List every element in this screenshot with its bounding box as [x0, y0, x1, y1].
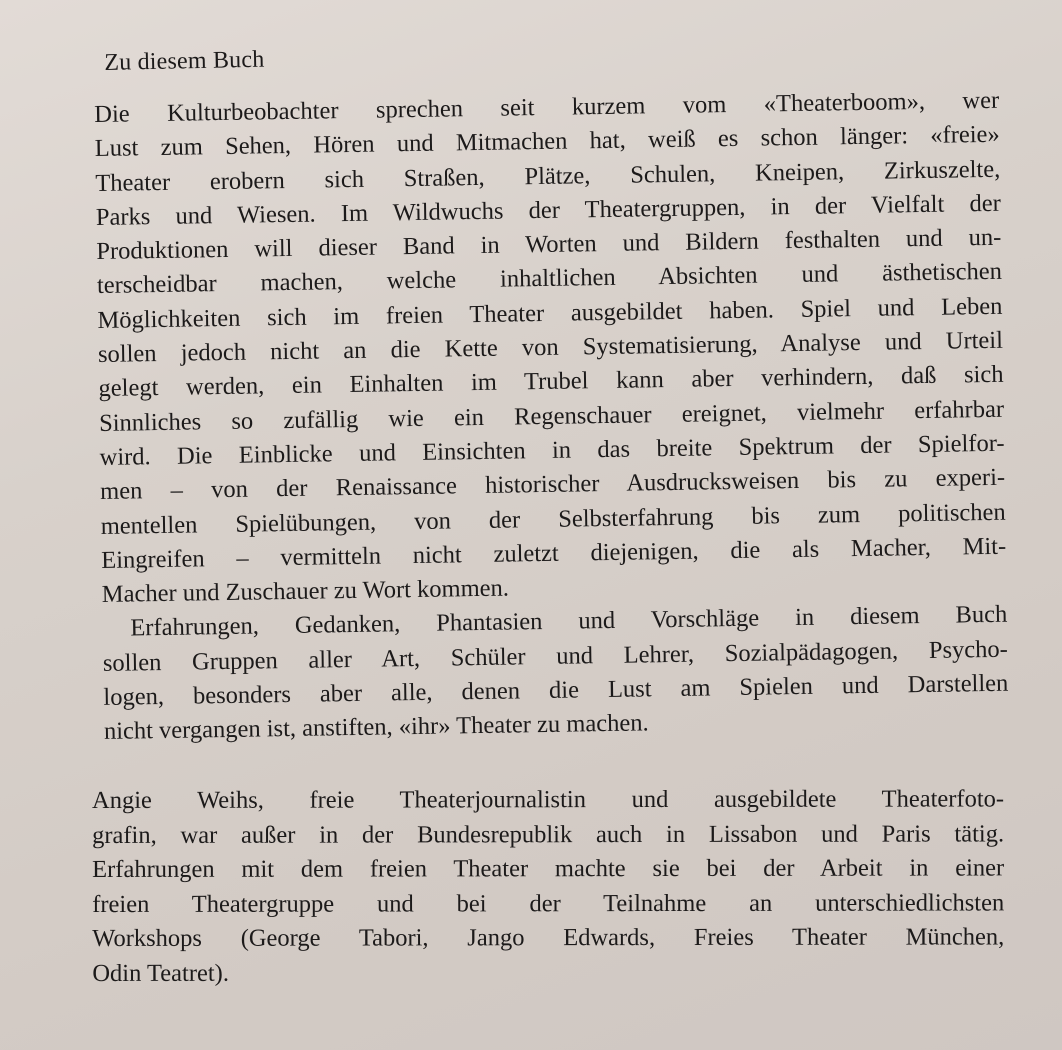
paragraph-intro [94, 84, 1007, 613]
text-line: Erfahrungen mit dem freien Theater machte sie bei der Arbeit in einer [92, 854, 1005, 883]
text-line: Angie Weihs, freie Theaterjournalistin und ausgebildete Theaterfoto- [92, 785, 1005, 814]
text-line: Parks und Wiesen. Im Wildwuchs der Theatergruppen, in der Vielfalt der [95, 189, 1001, 231]
text-line: Odin Teatret). [92, 959, 229, 987]
text-line: Macher und Zuschauer zu Wort kommen. [101, 574, 510, 609]
text-line: men – von der Renaissance historischer Ausdrucksweisen bis zu experi- [99, 464, 1006, 506]
text-line: freien Theatergruppe und bei der Teilnahme an unterschiedlichsten [92, 888, 1005, 918]
description-text [94, 84, 1009, 750]
author-bio [92, 782, 1004, 991]
text-line: sollen jedoch nicht an die Kette von Systematisierung, Analyse und Urteil [97, 326, 1004, 369]
section-heading: Zu diesem Buch [104, 46, 265, 76]
text-line: Workshops (George Tabori, Jango Edwards, Freies Theater München, [92, 923, 1005, 952]
text-line: terscheidbar machen, welche inhaltlichen Absichten und ästhetischen [96, 258, 1003, 300]
text-line: sollen Gruppen aller Art, Schüler und Lehrer, Sozialpädagogen, Psycho- [102, 635, 1008, 677]
text-line: Sinnliches so zufällig wie ein Regenschauer ereignet, vielmehr erfahrbar [98, 395, 1005, 437]
text-line: Die Kulturbeobachter sprechen seit kurzem vom «Theaterboom», wer [94, 86, 1000, 128]
text-line: Erfahrungen, Gedanken, Phantasien und Vorschläge in diesem Buch [130, 601, 1008, 642]
text-line: Produktionen will dieser Band in Worten und Bildern festhalten und un- [96, 223, 1002, 266]
text-line: Theater erobern sich Straßen, Plätze, Schulen, Kneipen, Zirkuszelte, [95, 155, 1001, 197]
text-line: nicht vergangen ist, anstiften, «ihr» Theater zu machen. [103, 709, 649, 746]
text-line: grafin, war außer in der Bundesrepublik auch in Lissabon und Paris tätig. [92, 819, 1005, 849]
text-line: Lust zum Sehen, Hören und Mitmachen hat, weiß es schon länger: «freie» [94, 121, 1000, 163]
text-line: gelegt werden, ein Einhalten im Trubel kann aber verhindern, daß sich [98, 361, 1004, 403]
text-line: wird. Die Einblicke und Einsichten in das breite Spektrum der Spielfor- [99, 429, 1005, 471]
text-line: Möglichkeiten sich im freien Theater ausgebildet haben. Spiel und Leben [97, 292, 1003, 334]
text-line: mentellen Spielübungen, von der Selbsterfahrung bis zum politischen [100, 498, 1006, 540]
text-line: logen, besonders aber alle, denen die Lust am Spielen und Darstellen [103, 669, 1009, 711]
paragraph-audience [102, 598, 1009, 749]
text-line: Eingreifen – vermitteln nicht zuletzt diejenigen, die als Macher, Mit- [101, 532, 1007, 574]
